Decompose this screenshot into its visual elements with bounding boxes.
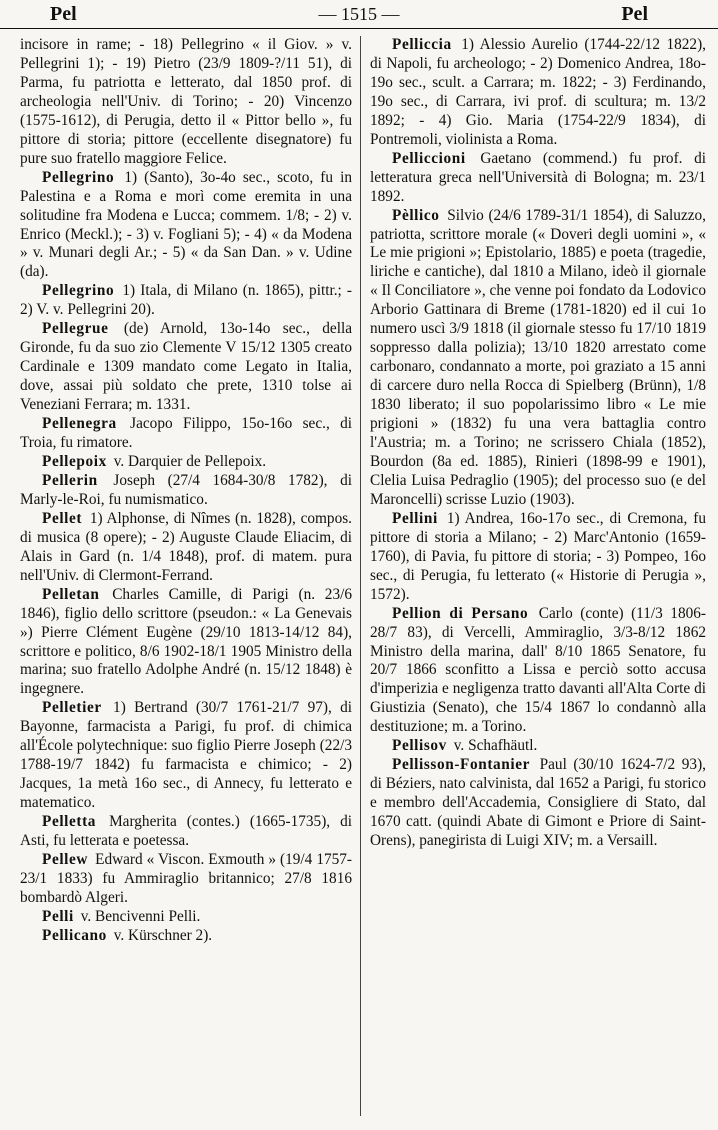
entry	[20, 320, 352, 415]
entry	[20, 415, 352, 453]
entry-text: v. Schafhäutl.	[453, 737, 538, 755]
entry-text: 1) Alphonse, di Nîmes (n. 1828), compos. di musica (8 opere); - 2) Auguste Claude Eliacim, di Alais in Gard (n. 1/4 1848), prof. di matem. pura nell'Univ. di Clermont-Ferrand.	[20, 509, 352, 584]
entry-text: Margherita (contes.) (1665-1735), di Asti, fu letterata e poetessa.	[20, 813, 353, 850]
entry-text: Joseph (27/4 1684-30/8 1782), di Marly-le-Roi, fu numismatico.	[20, 471, 352, 508]
entry-text: 1) (Santo), 3o-4o sec., scoto, fu in Palestina e a Roma e morì come eremita in una solitudine fra Modena e Lucca; commem. 1/8; - 2) v. Enrico (Meckl.); - 3) v. Fogliani 5); - 4) « da Modena » v. Munari degli Ar.; - 5) « da San Dan. » v. Udine (da).	[20, 168, 352, 281]
entry-text: v. Darquier de Pellepoix.	[113, 452, 267, 470]
entry-headword: Pellew	[42, 850, 89, 868]
entry	[20, 851, 352, 908]
entry-text: Silvio (24/6 1789-31/1 1854), di Saluzzo, patriotta, scrittore morale (« Doveri degli uomini », « Le mie prigioni »; Epistolario, 1885) e poeta (tragedie, liriche e cantiche), dal 1810 a Milano, ideò il giornale « Il Conciliatore », che venne poi fondato da Lodovico Arborio Gattinara di Breme (1781-1820) ed il cui 1o numero uscì 3/9 1818 (il giornale stesso fu 17/10 1819 soppresso dalla polizia); 13/10 1820 arrestato come carbonaro, condannato a morte, poi graziato a 15 anni di carcere duro nella Rocca di Spielberg (Brünn), 1/8 1830 liberato; il suo popolarissimo libro « Le mie prigioni » (1832) fu una vera battaglia contro l'Austria; m. a Torino; ne scrissero Chiala (1852), Bourdon (8a ed. 1885), Rinieri (1898-99 e 1901), Clelia Luisa Pedraglio (1905); del processo suo (e del Maroncelli) scrisse Luzio (1903).	[370, 206, 706, 508]
entry-headword: Pellegrino	[42, 282, 115, 300]
entry-headword: Pellepoix	[42, 452, 107, 470]
page-header	[0, 0, 718, 29]
entry	[370, 605, 706, 738]
entry-headword: Pelliccia	[392, 36, 452, 53]
entry-headword: Pellion di Persano	[392, 604, 529, 622]
entry-headword: Pellerin	[42, 471, 98, 489]
running-head-left: Pel	[50, 3, 77, 25]
entry-text: Paul (30/10 1624-7/2 93), di Béziers, nato calvinista, dal 1652 a Parigi, fu storico e membro dell'Accademia, Consigliere di Stato, dal 1670 catt. (quindi Abate di Gimont e Priore di Saint-Orens), panegirista di Luigi XIV; m. a Versaill.	[370, 756, 706, 850]
entry	[20, 586, 352, 700]
entry-headword: Pelletier	[42, 699, 102, 717]
entry-headword: Pellegrue	[42, 320, 109, 338]
entry	[20, 169, 352, 283]
entry-headword: Pelletan	[42, 585, 100, 603]
entry	[20, 927, 352, 946]
entry-text: 1) Bertrand (30/7 1761-21/7 97), di Bayonne, farmacista a Parigi, fu prof. di chimica all'École polytechnique: suo figlio Pierre Joseph (22/3 1788-19/7 1842) fu farmacista e chimico; - 2) Jacques, 1a metà 16o sec., di Annecy, fu letterato e matematico.	[20, 699, 353, 812]
entry-headword: Pellini	[392, 509, 438, 527]
entry	[20, 472, 352, 510]
entry	[20, 510, 352, 586]
entry-text: Carlo (conte) (11/3 1806-28/7 83), di Vercelli, Ammiraglio, 3/3-8/12 1862 Ministro della marina, dall' 8/10 1865 Senatore, fu 20/7 1866 sconfitto a Lissa e perciò sotto accusa d'imperizia e negligenza tratto davanti all'Alta Corte di Giustizia (Senato), che 15/4 1867 lo condannò alla destituzione; m. a Torino.	[370, 604, 706, 736]
entry-headword: Pèllico	[392, 206, 440, 224]
entry	[20, 282, 352, 320]
entry	[370, 756, 706, 851]
entry	[20, 699, 352, 813]
page-number: — 1515 —	[318, 4, 400, 24]
entry-headword: Pellicano	[42, 926, 107, 944]
entry	[20, 453, 352, 472]
entry-headword: Pelli	[42, 907, 74, 925]
entry-text: Edward « Viscon. Exmouth » (19/4 1757-23/1 1833) fu Ammiraglio britannico; 27/8 1816 bombardò Algeri.	[20, 850, 353, 906]
entry-headword: Pellisson-Fontanier	[392, 756, 531, 774]
entry-headword: Pellegrino	[42, 168, 115, 186]
entry-text: Jacopo Filippo, 15o-16o sec., di Troia, fu rimatore.	[20, 415, 352, 452]
entry-text: 1) Alessio Aurelio (1744-22/12 1822), di Napoli, fu archeologo; - 2) Domenico Andrea, 18o-19o sec., scult. a Carrara; m. 1822; - 3) Ferdinando, 19o sec., di Carrara, ivi prof. di scultura; m. 13/2 1892; - 4) Gio. Maria (1754-22/9 1834), di Pontremoli, violinista a Roma.	[370, 36, 706, 148]
entry-text: 1) Itala, di Milano (n. 1865), pittr.; - 2) V. v. Pellegrini 20).	[20, 282, 352, 319]
entry-text: (de) Arnold, 13o-14o sec., della Gironde, fu da suo zio Clemente V 15/12 1305 creato Cardinale e 1309 mandato come Legato in Italia, dove, assai più soldato che prete, 1310 tolse ai Veneziani Ferrara; m. 1331.	[20, 320, 352, 414]
entry-headword: Pelliccioni	[392, 149, 466, 167]
entry-headword: Pelletta	[42, 813, 97, 831]
entry	[370, 510, 706, 605]
entry	[370, 207, 706, 510]
entry	[370, 150, 706, 207]
left-column	[20, 36, 352, 946]
entry-text: Charles Camille, di Parigi (n. 23/6 1846), figlio dello scrittore (pseudon.: « La Genevais ») Pierre Clément Eugène (29/10 1813-14/12 84), scrittore e politico, 8/6 1902-18/1 1905 Ministro della marina; suo fratello Adolphe André (n. 15/12 1848) è ingegnere.	[20, 585, 353, 698]
entry-text: Gaetano (commend.) fu prof. di letteratura greca nell'Università di Bologna; m. 23/1 1892.	[370, 149, 706, 205]
entry	[20, 908, 352, 927]
entry-headword: Pellet	[42, 509, 83, 527]
entry-text: v. Bencivenni Pelli.	[80, 907, 201, 925]
right-column	[370, 36, 706, 851]
entry	[20, 813, 352, 851]
entry-continuation	[20, 36, 352, 169]
entry-headword: Pellisov	[392, 737, 447, 755]
entry-headword: Pellenegra	[42, 415, 117, 433]
column-divider	[360, 36, 361, 1116]
entry	[370, 36, 706, 150]
running-head-right: Pel	[621, 3, 648, 25]
entry-text: v. Kürschner 2).	[113, 926, 213, 944]
entry-text: incisore in rame; - 18) Pellegrino « il Giov. » v. Pellegrini 1); - 19) Pietro (23/9 1809-?/11 51), di Parma, fu patriotta e letterato, dal 1850 prof. di archeologia nell'Univ. di Torino; - 20) Vincenzo (1575-1612), di Perugia, detto il « Pittor bello », fu pittore di storia; pittore (eccellente disegnatore) fu pure suo fratello maggiore Felice.	[20, 36, 352, 167]
entry-text: 1) Andrea, 16o-17o sec., di Cremona, fu pittore di storia a Milano; - 2) Marc'Antonio (1659-1760), di Pavia, fu pittore di storia; - 3) Pompeo, 16o sec., di Perugia, fu letterato (« Historie di Perugia », 1572).	[370, 509, 707, 603]
entry	[370, 737, 706, 756]
